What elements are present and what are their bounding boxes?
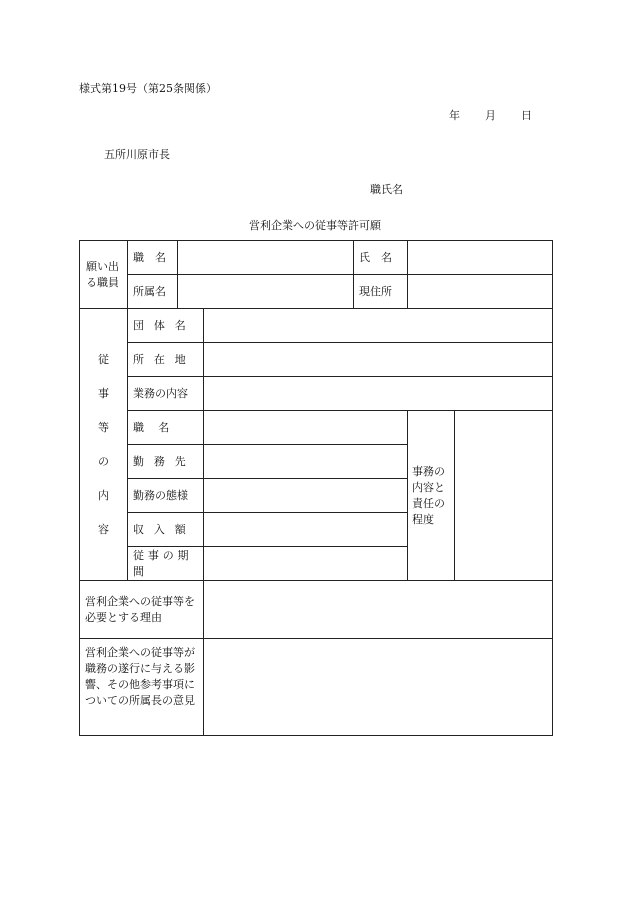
date-day-label: 日: [521, 109, 532, 122]
engagement-section-label: 従 事 等 の 内 容: [80, 309, 128, 581]
position-label: 職 名: [128, 241, 178, 275]
address-label: 現住所: [354, 275, 408, 309]
work-form-label: 勤務の態様: [128, 479, 204, 513]
work-form-field[interactable]: [204, 479, 408, 513]
opinion-label: 営利企業への従事等が職務の遂行に与える影響、その他参考事項についての所属長の意見: [80, 639, 204, 736]
engagement-position-field[interactable]: [204, 411, 408, 445]
name-field[interactable]: [408, 241, 553, 275]
workplace-field[interactable]: [204, 445, 408, 479]
opinion-field[interactable]: [204, 639, 553, 736]
period-label: 従事の期間: [128, 547, 204, 581]
income-label: 収入額: [128, 513, 204, 547]
applicant-label: 職氏名: [370, 183, 403, 196]
duties-field[interactable]: [455, 411, 553, 581]
applicant-section-label: 願い出る職員: [80, 241, 128, 309]
date-line: [449, 107, 532, 123]
income-field[interactable]: [204, 513, 408, 547]
reason-field[interactable]: [204, 581, 553, 639]
document-title: 営利企業への従事等許可願: [249, 219, 381, 232]
date-year-label: 年: [449, 109, 460, 122]
reason-label: 営利企業への従事等を必要とする理由: [80, 581, 204, 639]
name-label: 氏 名: [354, 241, 408, 275]
location-field[interactable]: [204, 343, 553, 377]
business-field[interactable]: [204, 377, 553, 411]
duties-label: 事務の内容と責任の程度: [408, 411, 455, 581]
department-field[interactable]: [178, 275, 354, 309]
date-month-label: 月: [485, 109, 496, 122]
location-label: 所在地: [128, 343, 204, 377]
form-number: 様式第19号（第25条関係）: [79, 82, 217, 95]
address-field[interactable]: [408, 275, 553, 309]
engagement-position-label: 職 名: [128, 411, 204, 445]
business-label: 業務の内容: [128, 377, 204, 411]
department-label: 所属名: [128, 275, 178, 309]
org-name-label: 団体名: [128, 309, 204, 343]
org-name-field[interactable]: [204, 309, 553, 343]
permission-form-table: [79, 240, 553, 736]
position-field[interactable]: [178, 241, 354, 275]
workplace-label: 勤務先: [128, 445, 204, 479]
addressee: 五所川原市長: [104, 148, 170, 161]
period-field[interactable]: [204, 547, 408, 581]
